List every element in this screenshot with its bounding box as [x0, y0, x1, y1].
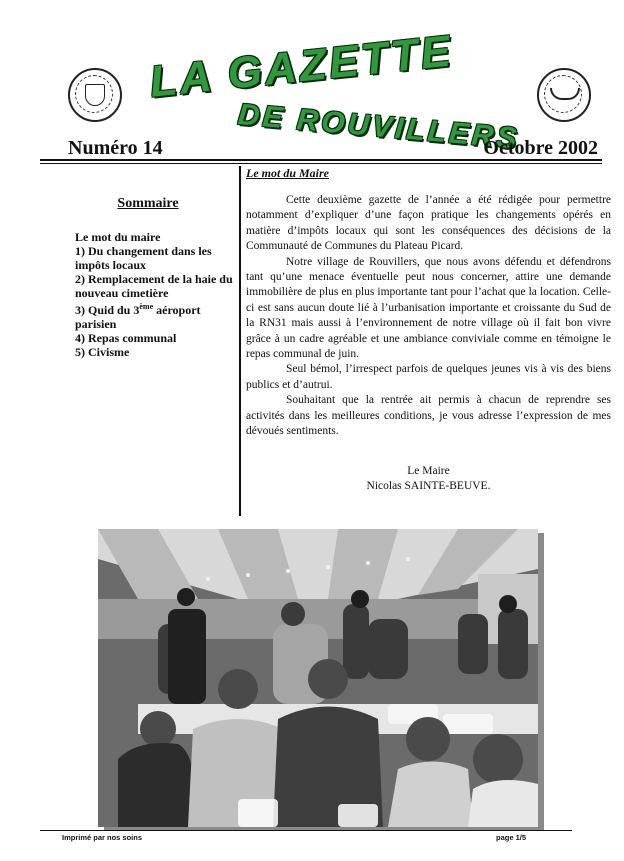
- sommaire-item[interactable]: 1) Du changement dans les impôts locaux: [75, 244, 212, 272]
- issue-row: [68, 137, 598, 160]
- footer-page-number: page 1/5: [496, 833, 527, 842]
- village-meal-photo: [98, 529, 538, 827]
- column-divider: [239, 166, 241, 516]
- header-rule-top: [40, 159, 602, 161]
- issue-number: Numéro 14: [68, 137, 163, 159]
- article-body: [246, 193, 611, 440]
- village-seal-left-icon: [68, 68, 122, 122]
- sommaire-list: [75, 230, 235, 359]
- sommaire-title: Sommaire: [117, 196, 179, 211]
- header-rule-bottom: [40, 163, 602, 164]
- article-paragraph: Seul bémol, l’irrespect parfois de quelques jeunes vis à vis des biens publics et d’autrui.: [246, 363, 611, 391]
- article-paragraph: Souhaitant que la rentrée ait permis à chacun de reprendre ses activités dans les meilleures conditions, je vous adresse l’expression de mes dévoués sentiments.: [246, 394, 611, 438]
- sommaire-item[interactable]: 2) Remplacement de la haie du nouveau cimetière: [75, 272, 233, 300]
- masthead-title-line2: DE ROUVILLERS: [236, 98, 521, 156]
- sommaire-item[interactable]: 4) Repas communal: [75, 331, 177, 345]
- signature-name: Nicolas SAINTE-BEUVE.: [366, 480, 491, 492]
- masthead-title-line1: LA GAZETTE: [147, 26, 456, 107]
- sommaire-item[interactable]: 3) Quid du 3ème aéroport parisien: [75, 302, 201, 331]
- article-title: Le mot du Maire: [246, 166, 329, 180]
- signature-role: Le Maire: [407, 465, 450, 477]
- issue-date: Octobre 2002: [483, 137, 598, 159]
- signature: [246, 464, 611, 494]
- article-paragraph: Notre village de Rouvillers, que nous avons défendu et défendrons tant qu’une menace éventuelle peut nous concerner, attire une demande immobilière de plus en plus importante tant pour l’achat que la location. Celle-ci est sans aucun doute lié à l’urbanisation importante et croissante du Sud de la RN31 mais aussi à l’environnement de notre village où il fait bon vivre grâce à un cadre agréable et une ambiance conviviale comme en témoigne le repas communal de juin.: [246, 255, 611, 361]
- village-seal-right-icon: [537, 68, 591, 122]
- sommaire-item[interactable]: Le mot du maire: [75, 230, 161, 244]
- footer-printed-by: Imprimé par nos soins: [62, 833, 143, 842]
- sommaire-item[interactable]: 5) Civisme: [75, 345, 130, 359]
- footer-rule: [40, 830, 572, 831]
- article-paragraph: Cette deuxième gazette de l’année a été rédigée pour permettre notamment d’expliquer d’une façon pratique les changements opérés en matière d’impôts locaux qui sont les conséquences des décisions de la Communauté de Communes du Plateau Picard.: [246, 194, 611, 253]
